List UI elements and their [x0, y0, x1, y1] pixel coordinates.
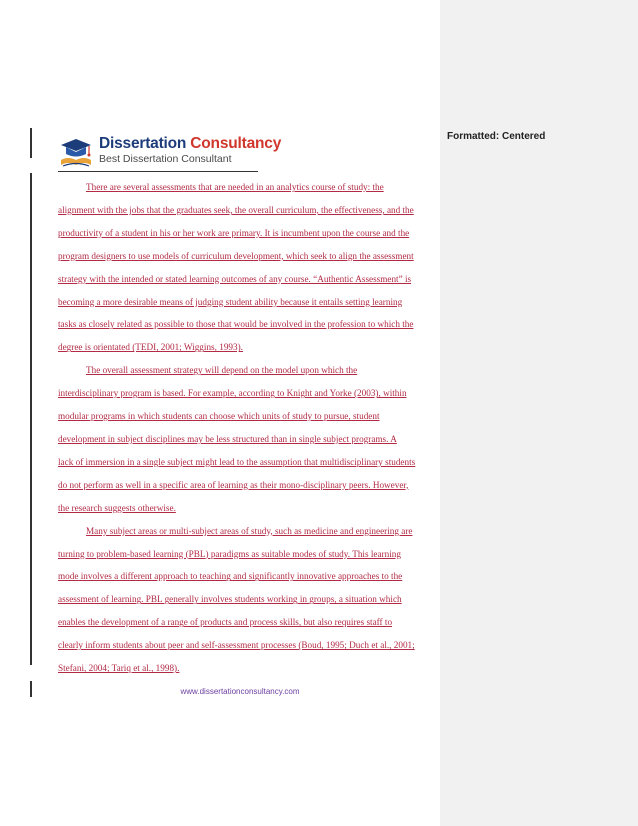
comment-pane [440, 0, 638, 826]
paragraph-line: Many subject areas or multi-subject areas of study, such as medicine and engineering are [86, 525, 413, 536]
company-logo [58, 135, 282, 169]
paragraph-line: enables the development of a range of products and process skills, but also requires staff to [58, 617, 393, 628]
paragraph-line: interdisciplinary program is based. For example, according to Knight and Yorke (2003), within [58, 388, 407, 399]
comment-formatted-label[interactable]: Formatted: Centered [447, 131, 546, 142]
paragraph-line: assessment of learning. PBL generally involves students working in groups, a situation which [58, 594, 402, 605]
document-body[interactable] [58, 176, 440, 680]
paragraph-line: productivity of a student in his or her work are primary. It is incumbent upon the course and the [58, 227, 410, 238]
paragraph-line: lack of immersion in a single subject might lead to the assumption that multidisciplinary students [58, 456, 416, 467]
logo-title [99, 135, 281, 153]
paragraph-line: tasks as closely related as possible to those that would be involved in the profession to which the [58, 319, 414, 330]
header-divider [58, 171, 258, 172]
paragraph-line: alignment with the jobs that the graduates seek, the overall curriculum, the effectiveness, and the [58, 204, 414, 215]
paragraph-line: strategy with the intended or stated learning outcomes of any course. “Authentic Assessment” is [58, 273, 412, 284]
paragraph-line: do not perform as well in a specific area of learning as their mono-disciplinary peers. However, [58, 479, 409, 490]
revision-bar-body [30, 173, 32, 665]
paragraph-line: becoming a more desirable means of judging student ability because it entails setting learning [58, 296, 403, 307]
paragraph-line: degree is orientated (TEDI, 2001; Wiggins, 1993). [58, 342, 243, 353]
footer-website-link[interactable]: www.dissertationconsultancy.com [180, 687, 300, 696]
paragraph-line: the research suggests otherwise. [58, 502, 176, 513]
paragraph-line: Stefani, 2004; Tariq et al., 1998). [58, 663, 180, 674]
logo-tagline: Best Dissertation Consultant [99, 153, 232, 165]
paragraph-line: development in subject disciplines may be less structured than in single subject programs. A [58, 433, 397, 444]
paragraph-line: There are several assessments that are needed in an analytics course of study: the [86, 182, 384, 192]
paragraph-line: mode involves a different approach to teaching and significantly innovative approaches to the [58, 571, 403, 582]
paragraph-line: modular programs in which students can choose which units of study to pursue, student [58, 411, 380, 422]
paragraph-line: turning to problem-based learning (PBL) paradigms as suitable modes of study. This learning [58, 548, 401, 559]
logo-name-part1: Dissertation [99, 135, 187, 152]
paragraph-line: The overall assessment strategy will depend on the model upon which the [86, 365, 358, 376]
paragraph-line: clearly inform students about peer and self-assessment processes (Boud, 1995; Duch et al., 2001; [58, 640, 415, 651]
graduation-cap-icon [58, 135, 94, 169]
revision-bar-header [30, 128, 32, 158]
logo-name-part2: Consultancy [190, 135, 282, 152]
paragraph-line: program designers to use models of curriculum development, which seek to align the assessment [58, 250, 414, 261]
